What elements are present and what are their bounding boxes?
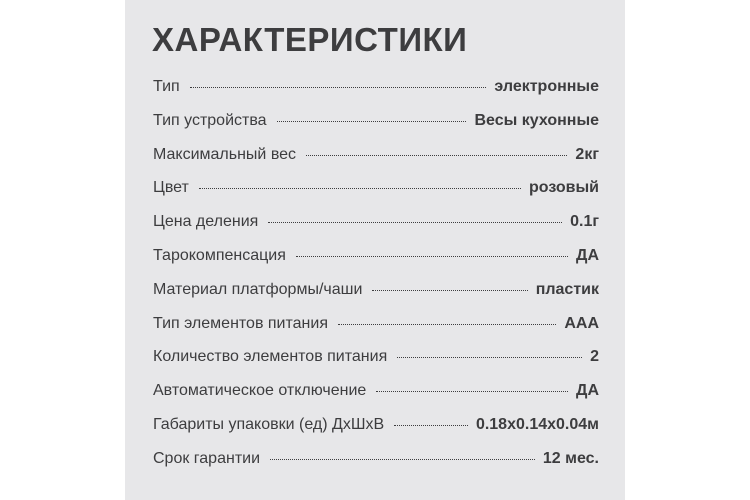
dotted-leader bbox=[397, 357, 582, 358]
spec-value: ДА bbox=[576, 246, 599, 264]
characteristics-card bbox=[125, 0, 625, 500]
dotted-leader bbox=[306, 155, 567, 156]
spec-label: Габариты упаковки (ед) ДхШхВ bbox=[153, 415, 385, 433]
spec-label: Тип элементов питания bbox=[153, 314, 328, 332]
dotted-leader bbox=[296, 256, 568, 257]
spec-value: 0.18x0.14x0.04м bbox=[475, 415, 599, 433]
dotted-leader bbox=[376, 391, 568, 392]
dotted-leader bbox=[270, 459, 535, 460]
spec-value: ААА bbox=[564, 314, 599, 332]
spec-row-division bbox=[153, 212, 599, 246]
spec-value: 0.1г bbox=[570, 213, 599, 231]
dotted-leader bbox=[372, 290, 527, 291]
dotted-leader bbox=[190, 87, 487, 88]
spec-label: Цвет bbox=[153, 179, 189, 197]
spec-value: розовый bbox=[529, 179, 599, 197]
spec-label: Максимальный вес bbox=[153, 145, 297, 163]
spec-value: ДА bbox=[576, 382, 599, 400]
spec-value: Весы кухонные bbox=[474, 111, 599, 129]
spec-label: Тип bbox=[153, 78, 180, 95]
specs-list bbox=[153, 77, 599, 483]
spec-row-tare bbox=[153, 246, 599, 280]
spec-value: 12 мес. bbox=[542, 449, 599, 467]
spec-row-color bbox=[153, 178, 599, 212]
spec-row-battery-type bbox=[153, 314, 599, 348]
spec-value: электронные bbox=[494, 78, 599, 95]
spec-value: 2кг bbox=[575, 145, 599, 163]
spec-label: Количество элементов питания bbox=[153, 348, 388, 366]
dotted-leader bbox=[394, 425, 468, 426]
spec-label: Цена деления bbox=[153, 213, 259, 231]
spec-value: пластик bbox=[535, 280, 599, 298]
spec-label: Автоматическое отключение bbox=[153, 382, 367, 400]
spec-value: 2 bbox=[590, 348, 599, 366]
spec-row-warranty bbox=[153, 449, 599, 483]
spec-label: Тип устройства bbox=[153, 111, 267, 129]
spec-label: Срок гарантии bbox=[153, 449, 261, 467]
spec-row-type bbox=[153, 77, 599, 111]
spec-row-device-type bbox=[153, 111, 599, 145]
page-title: ХАРАКТЕРИСТИКИ bbox=[152, 21, 468, 58]
spec-row-auto-off bbox=[153, 381, 599, 415]
spec-row-platform-material bbox=[153, 280, 599, 314]
dotted-leader bbox=[277, 121, 467, 122]
spec-label: Материал платформы/чаши bbox=[153, 280, 363, 298]
dotted-leader bbox=[338, 324, 556, 325]
spec-row-max-weight bbox=[153, 145, 599, 179]
spec-row-package-dimensions bbox=[153, 415, 599, 449]
spec-row-battery-count bbox=[153, 347, 599, 381]
dotted-leader bbox=[199, 188, 521, 189]
spec-label: Тарокомпенсация bbox=[153, 246, 286, 264]
dotted-leader bbox=[268, 222, 562, 223]
